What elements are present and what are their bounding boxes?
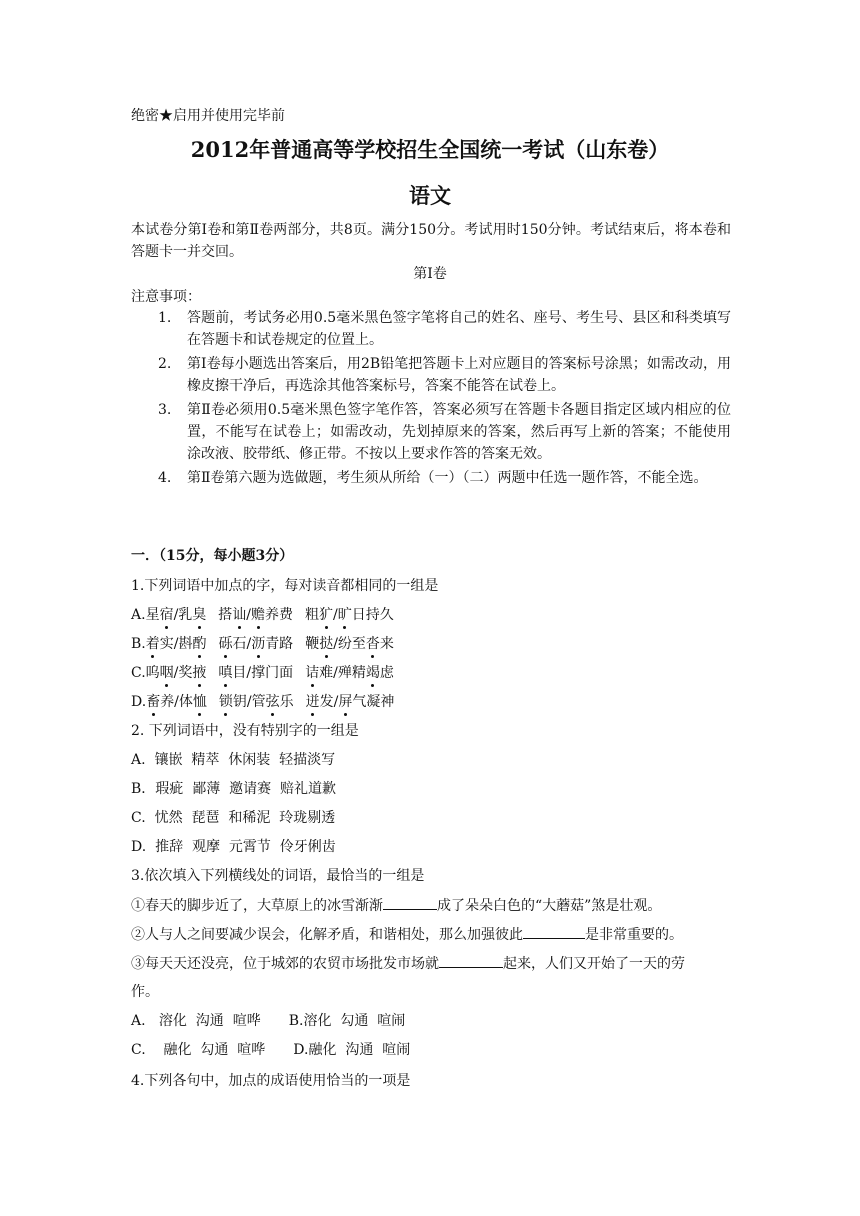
note-item [131,467,731,489]
emphasis-dot-char: 臭 [192,607,207,623]
fill-blank [523,924,585,939]
note-item [131,307,731,351]
q3-sentence-3: ③每天天还没亮，位于城郊的农贸市场批发市场就 起来，人们又开始了一天的劳 [131,953,731,974]
confidential-label: 绝密★启用并使用完毕前 [131,108,285,124]
emphasis-dot-char: 挞 [319,636,334,652]
q2-option-c: C. 忧然 琵琶 和稀泥 玲珑剔透 [131,810,336,826]
note-text: 第Ⅱ卷必须用0.5毫米黑色签字笔作答，答案必须写在答题卡各题目指定区域内相应的位置，不能写在试卷上；如需改动，先划掉原来的答案，然后再写上新的答案；不能使用涂改液、胶带纸、修正带。不按以上要求作答的答案无效。 [187,402,731,462]
q3-options-cd: C. 融化 勾通 喧哗 D.融化 沟通 喧闹 [131,1042,411,1058]
emphasis-dot-char: 迸 [305,694,320,710]
volume-heading: 第Ⅰ卷 [413,266,447,282]
note-number: 2. [158,356,172,372]
q3-stem: 3.依次填入下列横线处的词语，最恰当的一组是 [131,868,425,884]
exam-title: 2012年普通高等学校招生全国统一考试（山东卷） [190,137,670,162]
emphasis-dot-char: 酌 [192,636,207,652]
q2-stem: 2. 下列词语中，没有特别字的一组是 [131,723,359,739]
emphasis-dot-char: 旷 [337,607,352,623]
emphasis-dot-char: 恤 [192,694,207,710]
q2-option-d: D. 推辞 观摩 元霄节 伶牙俐齿 [131,839,336,855]
emphasis-dot-char: 诘 [305,665,320,681]
q4-stem: 4.下列各句中，加点的成语使用恰当的一项是 [131,1073,411,1089]
emphasis-dot-char: 咽 [159,665,174,681]
emphasis-dot-char: 嗔 [218,665,233,681]
note-item [131,353,731,397]
note-number: 3. [158,402,172,418]
emphasis-dot-char: 畜 [146,694,161,710]
q1-option-b: B.着实/斟酌 砾石/沥青路 鞭挞/纷至沓来 [131,636,394,652]
emphasis-dot-char: 沥 [251,636,266,652]
emphasis-dot-char: 锁 [218,694,233,710]
q2-option-a: A. 镶嵌 精萃 休闲装 轻描淡写 [131,752,336,768]
fill-blank [439,953,503,968]
notes-heading: 注意事项： [131,289,201,305]
exam-intro: 本试卷分第Ⅰ卷和第Ⅱ卷两部分，共8页。满分150分。考试用时150分钟。考试结束后，将本卷和答题卡一并交回。 [131,222,731,260]
q1-option-d: D.畜养/体恤 锁钥/管弦乐 迸发/屏气凝神 [131,694,395,710]
emphasis-dot-char: 弦 [265,694,280,710]
q3-sentence-2: ②人与人之间要减少误会，化解矛盾，和谐相处，那么加强彼此 是非常重要的。 [131,924,731,945]
emphasis-dot-char: 犷 [319,607,333,623]
note-text: 答题前，考试务必用0.5毫米黑色签字笔将自己的姓名、座号、考生号、县区和科类填写在答题卡和试卷规定的位置上。 [187,310,731,348]
q1-option-c: C.呜咽/奖掖 嗔目/撑门面 诘难/殚精竭虑 [131,665,394,681]
q3-sentence-3-cont: 作。 [131,984,159,1000]
emphasis-dot-char: 砾 [218,636,233,652]
note-number: 4. [158,470,172,486]
emphasis-dot-char: 掖 [192,665,207,681]
q1-stem: 1.下列词语中加点的字，每对读音都相同的一组是 [131,578,439,594]
emphasis-dot-char: 赡 [251,607,265,623]
emphasis-dot-char: 宿 [159,607,174,623]
emphasis-dot-char: 至沓来 [351,636,394,652]
q3-options-ab: A. 溶化 沟通 喧哗 B.溶化 勾通 喧闹 [131,1013,406,1029]
emphasis-dot-char: 着 [145,636,160,652]
notes-list [131,307,731,491]
q1-option-a: A.星宿/乳臭 搭讪/赡养费 粗犷/旷日持久 [131,607,394,623]
q3-sentence-1: ①春天的脚步近了，大草原上的冰雪渐渐 成了朵朵白色的“大蘑菇”煞是壮观。 [131,895,731,916]
emphasis-dot-char: 讪 [232,607,247,623]
emphasis-dot-char: 屏 [338,694,353,710]
note-item [131,399,731,465]
subject-title: 语文 [409,183,451,208]
q2-option-b: B．瑕疵 鄙薄 邀请赛 赔礼道歉 [131,781,336,797]
note-text: 第Ⅱ卷第六题为选做题，考生须从所给（一）（二）两题中任选一题作答，不能全选。 [187,470,708,486]
note-number: 1. [158,310,172,326]
section-heading: 一．（15分，每小题3分） [131,548,294,564]
emphasis-dot-char: 竭 [365,665,380,681]
fill-blank [383,895,437,910]
note-text: 第Ⅰ卷每小题选出答案后，用2B铅笔把答题卡上对应题目的答案标号涂黑；如需改动，用橡皮擦干净后，再选涂其他答案标号，答案不能答在试卷上。 [187,356,731,394]
